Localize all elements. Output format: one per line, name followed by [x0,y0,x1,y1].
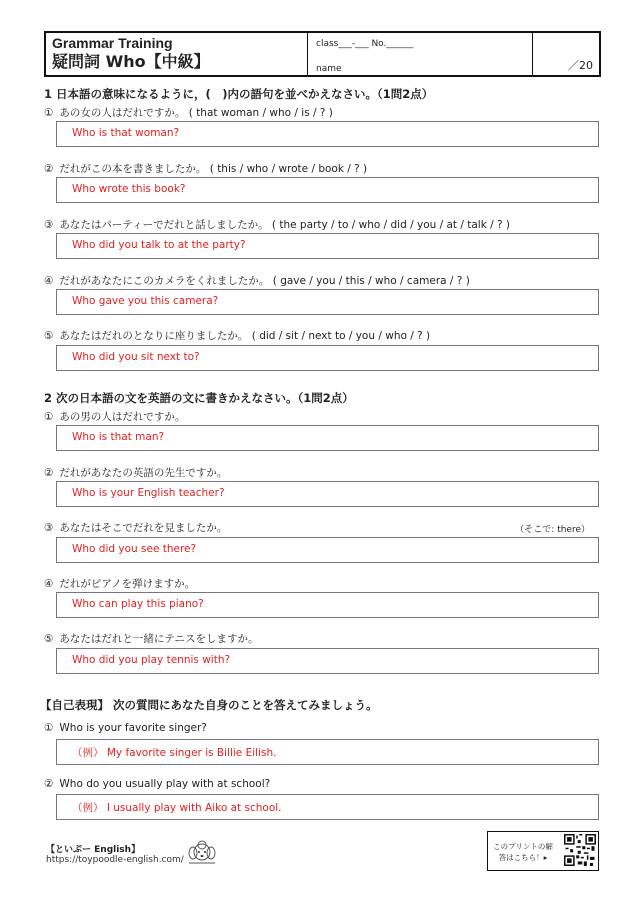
answer-text: Who did you play tennis with? [72,654,231,666]
question-text: だれがピアノを弾けますか。 [59,578,196,590]
question [44,778,270,790]
answer-text: Who can play this piano? [72,598,204,610]
question-text: あなたはパーティーでだれと話しましたか。 ( the party / to / who / did / you / at / talk / ? ) [59,219,511,231]
answer-text: Who did you see there? [72,543,197,555]
answer-field[interactable] [56,481,599,507]
answer-field[interactable] [56,425,599,451]
question-number: ④ [44,275,54,287]
question [44,576,195,591]
question-text: あなたはそこでだれを見ましたか。 [59,522,228,534]
answer-field[interactable] [56,121,599,147]
question-number: ② [44,163,54,175]
question-number: ③ [44,219,54,231]
answer-text: Who is that man? [72,431,165,443]
site-logo: 【といぷー English】 [46,845,141,855]
qr-code-icon[interactable] [564,834,596,866]
vocab-hint: （そこで: there） [515,525,590,535]
question-number: ① [44,722,54,734]
answer-text: Who is that woman? [72,127,180,139]
site-url[interactable]: https://toypoodle-english.com/ [46,855,184,865]
question-number: ⑤ [44,633,54,645]
question [44,161,367,176]
question [44,217,510,232]
answer-text: Who wrote this book? [72,183,186,195]
question [44,520,227,535]
question-text: あの女の人はだれですか。 ( that woman / who / is / ? ) [59,107,333,119]
score-label: ／20 [568,59,593,72]
worksheet-subtitle: 疑問詞 Who【中級】 [52,52,210,71]
answer-text: （例） My favorite singer is Billie Eilish. [72,747,277,759]
poodle-icon [185,839,219,865]
answer-field[interactable] [56,648,599,674]
question [44,465,227,480]
answer-field[interactable] [56,739,599,765]
answer-field[interactable] [56,233,599,259]
question [44,722,207,734]
question [44,105,333,120]
answer-text: （例） I usually play with Aiko at school. [72,802,282,814]
section-2-heading: 2 次の日本語の文を英語の文に書きかえなさい。（1問2点） [44,391,354,405]
question-number: ① [44,411,54,423]
class-label: class___-___ No.______ [316,39,414,49]
question-number: ① [44,107,54,119]
answer-field[interactable] [56,592,599,618]
question-number: ④ [44,578,54,590]
section-3-heading: 【自己表現】 次の質問にあなた自身のことを答えてみましょう。 [40,698,378,712]
answer-field[interactable] [56,177,599,203]
answer-field[interactable] [56,345,599,371]
name-label: name [316,64,342,74]
answer-text: Who gave you this camera? [72,295,219,307]
answer-text: Who did you talk to at the party? [72,239,246,251]
question-text: あなたはだれのとなりに座りましたか。 ( did / sit / next to / you / who / ? ) [59,330,431,342]
answer-field[interactable] [56,289,599,315]
question-number: ⑤ [44,330,54,342]
section-1-heading: 1 日本語の意味になるように，( )内の語句を並べかえなさい。（1問2点） [44,87,434,101]
question [44,328,430,343]
question-text: だれがあなたの英語の先生ですか。 [59,467,228,479]
question-text: あの男の人はだれですか。 [59,411,186,423]
question-number: ② [44,778,54,790]
question [44,409,185,424]
question-text: だれがあなたにこのカメラをくれましたか。 ( gave / you / this / who / camera / ? ) [59,275,470,287]
answer-field[interactable] [56,794,599,820]
question-text: あなたはだれと一緒にテニスをしますか。 [59,633,259,645]
question [44,631,259,646]
worksheet-header [44,31,601,77]
question-text: Who do you usually play with at school? [59,778,271,790]
question-text: Who is your favorite singer? [59,722,207,734]
answer-link-text: このプリントの解答はこちら！▸ [493,842,553,862]
answer-text: Who did you sit next to? [72,351,200,363]
student-info-cell [308,33,533,75]
score-cell [533,33,599,75]
question-number: ② [44,467,54,479]
worksheet-title: Grammar Training [52,35,173,51]
question-number: ③ [44,522,54,534]
question-text: だれがこの本を書きましたか。 ( this / who / wrote / book / ? ) [59,163,368,175]
answer-text: Who is your English teacher? [72,487,225,499]
question [44,273,470,288]
answer-field[interactable] [56,537,599,563]
title-cell [46,33,308,75]
